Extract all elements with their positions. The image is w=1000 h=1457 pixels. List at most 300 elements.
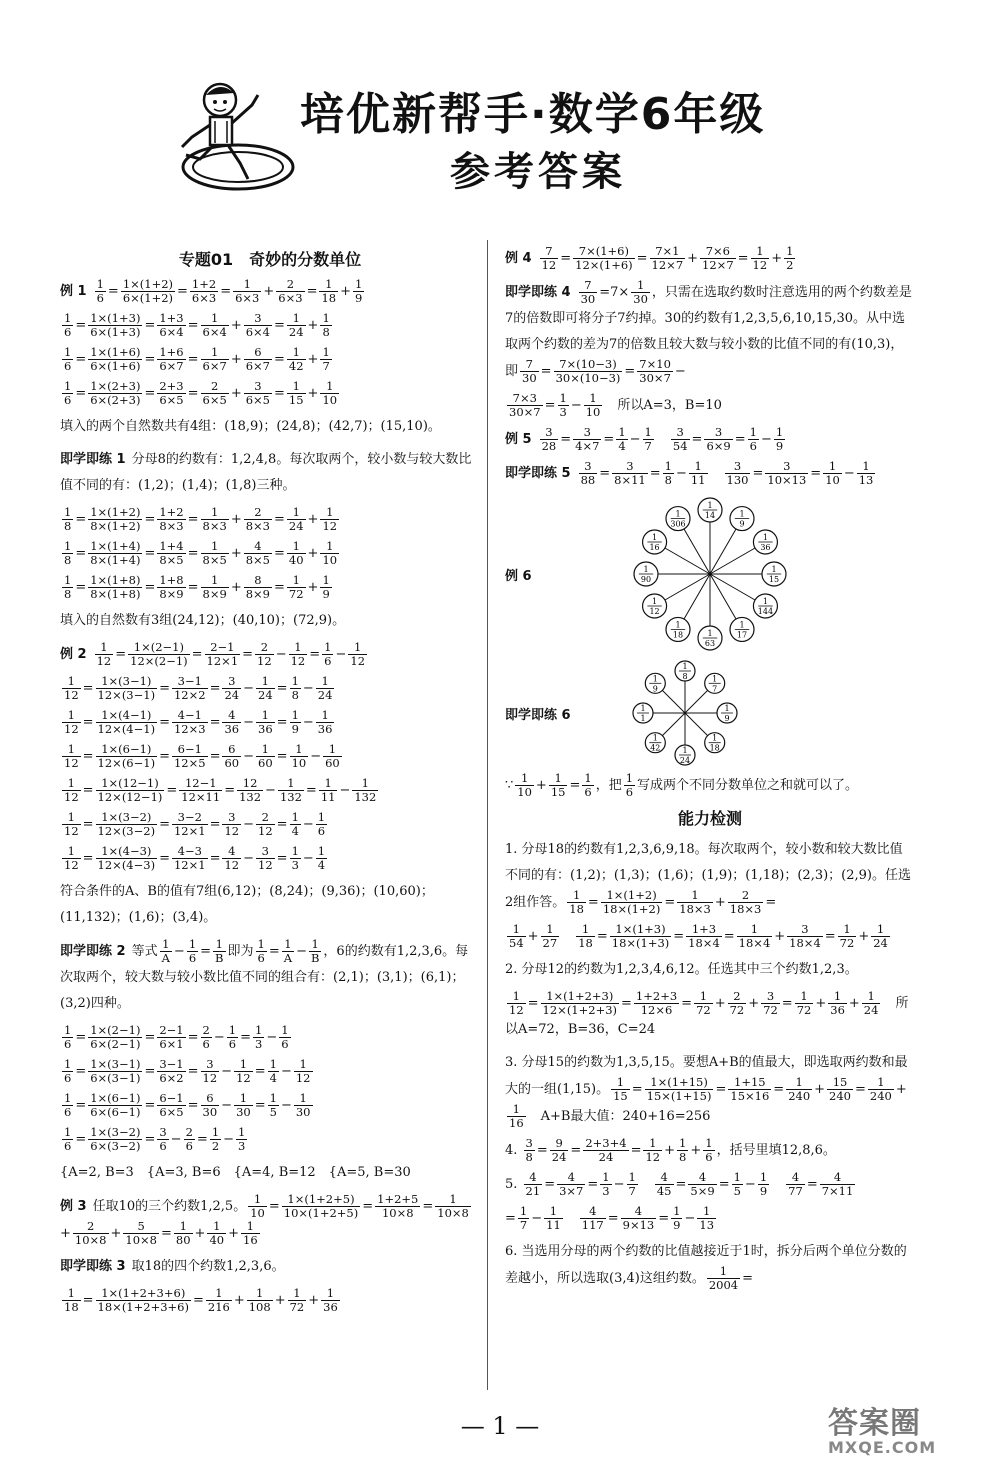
numerator: 3−1 xyxy=(172,675,208,689)
numerator: 1 xyxy=(602,1170,610,1184)
denominator: 36 xyxy=(830,1003,845,1017)
fraction xyxy=(73,1220,109,1247)
numerator: 3 xyxy=(787,923,823,937)
fraction xyxy=(820,1171,856,1198)
fraction xyxy=(375,1193,420,1220)
numerator: 1 xyxy=(257,937,265,951)
numerator: 12−1 xyxy=(179,777,222,791)
denominator: 6 xyxy=(159,1139,167,1153)
text-run: = xyxy=(631,1082,643,1097)
fraction xyxy=(289,641,308,668)
denominator: 10×8 xyxy=(125,1233,157,1247)
text-run: = xyxy=(187,352,199,367)
numerator: 2 xyxy=(202,1023,210,1037)
fraction xyxy=(507,990,526,1017)
text-run: ，把 xyxy=(595,778,622,793)
fraction xyxy=(201,380,229,407)
denominator: 12 xyxy=(509,1003,524,1017)
text-run: = xyxy=(75,512,87,527)
denominator: 6 xyxy=(64,1071,72,1085)
fraction xyxy=(123,1220,159,1247)
fraction xyxy=(287,312,306,339)
fraction xyxy=(213,938,225,965)
text-run: + xyxy=(535,778,547,793)
denominator: 11 xyxy=(546,1218,561,1232)
numerator: 1 xyxy=(348,641,367,655)
text-run: + xyxy=(527,929,539,944)
text-run: = xyxy=(144,1132,156,1147)
denominator: 18×3 xyxy=(729,902,762,916)
denominator: 36 xyxy=(224,722,240,736)
denominator: 8×5 xyxy=(159,553,184,567)
answer-heading: 参考答案 xyxy=(450,149,626,195)
text-run: = xyxy=(505,1211,516,1226)
text-run: = xyxy=(82,851,94,866)
fraction xyxy=(96,845,158,872)
text-run: = xyxy=(536,1143,548,1158)
answer-line xyxy=(60,675,480,702)
denominator: 11 xyxy=(320,790,336,804)
text-run: − xyxy=(243,681,255,696)
denominator: 6 xyxy=(64,393,72,407)
wheel-denominator: 14 xyxy=(704,511,716,520)
numerator: 2+3+4 xyxy=(585,1136,627,1150)
denominator: 18×4 xyxy=(738,936,771,950)
denominator: 5 xyxy=(733,1184,741,1198)
denominator: 6 xyxy=(749,439,757,453)
left-column xyxy=(60,245,480,1321)
fraction xyxy=(172,709,208,736)
text-run: = xyxy=(305,783,317,798)
numerator: 1 xyxy=(643,1137,662,1151)
practice-6-explanation xyxy=(505,772,915,799)
numerator: 1 xyxy=(823,460,842,474)
denominator: 45 xyxy=(656,1184,672,1198)
wheel-denominator: 1 xyxy=(640,714,646,723)
text-run: 所以A=3，B=10 xyxy=(604,398,722,413)
denominator: 60 xyxy=(258,756,273,770)
numerator: 1 xyxy=(64,1023,72,1037)
text-run: = xyxy=(187,512,199,527)
denominator: 88 xyxy=(580,473,596,487)
numerator: 1+2 xyxy=(191,277,217,291)
exercise-label: 即学即练 3 xyxy=(60,1259,126,1274)
numerator: 1 xyxy=(241,1220,260,1234)
text-run: + xyxy=(771,251,783,266)
text-run: = xyxy=(309,647,321,662)
fraction xyxy=(256,811,275,838)
fraction xyxy=(88,380,142,407)
denominator: 12 xyxy=(64,756,79,770)
wheel-denominator: 144 xyxy=(757,607,774,616)
numerator: 1 xyxy=(62,811,81,825)
numerator: 1 xyxy=(868,1076,894,1090)
numerator: 1 xyxy=(64,311,72,325)
numerator: 4 xyxy=(621,1205,657,1219)
fraction xyxy=(677,889,713,916)
wheel-denominator: 36 xyxy=(760,543,771,552)
text-run: = xyxy=(276,749,288,764)
right-column xyxy=(505,245,915,1299)
text-run: = xyxy=(544,1177,556,1192)
denominator: 16 xyxy=(243,1233,258,1247)
text-run: = xyxy=(737,251,749,266)
wheel-denominator: 42 xyxy=(650,743,661,753)
text-run: + xyxy=(690,1143,702,1158)
denominator: 12 xyxy=(96,654,112,668)
denominator: 6 xyxy=(584,785,592,799)
numerator: 1 xyxy=(515,772,534,786)
fraction xyxy=(868,1076,894,1103)
text-run xyxy=(640,1177,653,1192)
fraction xyxy=(207,1220,226,1247)
fraction xyxy=(707,1265,740,1292)
wheel-spoke xyxy=(662,713,685,736)
text-run: − xyxy=(243,817,255,832)
denominator: 12×7 xyxy=(651,258,684,272)
text-run: = xyxy=(144,318,156,333)
denominator: 6 xyxy=(96,291,104,305)
fraction xyxy=(201,346,229,373)
denominator: 4 xyxy=(269,1071,277,1085)
denominator: 12 xyxy=(645,1150,661,1164)
answer-line xyxy=(505,1050,915,1130)
text-run: + xyxy=(307,512,319,527)
denominator: 6 xyxy=(317,824,326,838)
fraction xyxy=(544,1205,563,1232)
fraction xyxy=(584,392,603,419)
numerator: 3 xyxy=(222,675,241,689)
fraction xyxy=(268,1092,279,1119)
numerator: 6 xyxy=(222,743,241,757)
text-run: = xyxy=(274,352,285,367)
denominator: 12 xyxy=(257,654,272,668)
numerator: 1 xyxy=(576,923,595,937)
fraction xyxy=(62,811,81,838)
numerator: 7 xyxy=(540,245,559,259)
text-run: + xyxy=(230,546,242,561)
fraction xyxy=(172,675,208,702)
fraction xyxy=(157,574,185,601)
denominator: 12×1 xyxy=(206,654,239,668)
denominator: 24 xyxy=(551,1150,567,1164)
fraction xyxy=(871,923,890,950)
fraction xyxy=(352,777,378,804)
denominator: 8 xyxy=(291,688,299,702)
denominator: 9 xyxy=(322,587,330,601)
text-run: = xyxy=(187,1098,199,1113)
numerator: 2−1 xyxy=(159,1023,184,1037)
wheel-denominator: 12 xyxy=(649,607,660,616)
fraction xyxy=(248,1193,267,1220)
numerator: 1 xyxy=(269,1057,277,1071)
numerator: 1 xyxy=(234,1092,253,1106)
fraction xyxy=(348,641,367,668)
text-run: = xyxy=(144,1064,156,1079)
fraction xyxy=(234,1092,253,1119)
numerator: 3 xyxy=(244,312,272,326)
denominator: 8 xyxy=(64,587,72,601)
text-run: = xyxy=(268,944,280,959)
fraction xyxy=(579,460,598,487)
text-run: = xyxy=(82,783,94,798)
fraction xyxy=(88,346,142,373)
fraction xyxy=(686,923,722,950)
fraction xyxy=(694,990,713,1017)
text-run: = xyxy=(75,580,87,595)
numerator: 1 xyxy=(871,923,890,937)
text-run: − xyxy=(310,749,322,764)
text-run: = xyxy=(75,546,87,561)
fraction xyxy=(540,426,559,453)
denominator: 240 xyxy=(788,1089,811,1103)
answer-line xyxy=(505,1171,915,1198)
numerator: 1 xyxy=(64,1091,72,1105)
text-run: + xyxy=(340,284,352,299)
numerator: 3 xyxy=(222,811,241,825)
denominator: 15 xyxy=(613,1089,628,1103)
denominator: 18×(1+3) xyxy=(611,936,670,950)
numerator: 3 xyxy=(579,460,598,474)
numerator: 1 xyxy=(321,1287,340,1301)
denominator: 8 xyxy=(64,519,72,533)
fraction xyxy=(222,709,241,736)
denominator: 12 xyxy=(64,824,79,838)
text-run: + xyxy=(687,251,699,266)
denominator: 6 xyxy=(64,1037,72,1051)
fraction xyxy=(541,923,560,950)
text-run: + xyxy=(307,386,319,401)
answer-line xyxy=(60,845,480,872)
denominator: 60 xyxy=(325,756,340,770)
fraction xyxy=(210,1126,221,1153)
fraction-wheel-12 xyxy=(630,494,790,654)
denominator: 28 xyxy=(541,439,557,453)
fraction xyxy=(353,278,364,305)
denominator: 24 xyxy=(288,325,304,339)
numerator: 1 xyxy=(64,539,72,553)
text-run: = xyxy=(75,1064,87,1079)
denominator: 18×(1+2) xyxy=(602,902,661,916)
text-run: − xyxy=(173,944,185,959)
numerator: 1 xyxy=(759,1170,768,1184)
numerator: 1 xyxy=(287,380,306,394)
denominator: 10×8 xyxy=(437,1206,469,1220)
text-run: = xyxy=(209,749,221,764)
numerator: 1 xyxy=(64,379,72,393)
denominator: 6 xyxy=(64,359,72,373)
numerator: 1×(4−3) xyxy=(96,845,158,859)
numerator: 4 xyxy=(580,1205,606,1219)
fraction xyxy=(157,1058,185,1085)
numerator: 1 xyxy=(62,709,81,723)
fraction xyxy=(319,777,338,804)
text-run: = xyxy=(274,580,285,595)
text-run: + xyxy=(848,996,860,1011)
numerator: 1 xyxy=(294,1092,313,1106)
numerator: 1 xyxy=(697,1205,716,1219)
numerator: 3 xyxy=(725,460,751,474)
answer-line xyxy=(505,279,915,385)
wheel-numerator: 1 xyxy=(652,533,658,542)
text-run: = xyxy=(276,817,288,832)
denominator: 30 xyxy=(236,1105,251,1119)
denominator: A xyxy=(161,951,170,965)
text-run: − xyxy=(221,1098,233,1113)
wheel-denominator: 18 xyxy=(709,743,720,753)
fraction xyxy=(88,540,142,567)
fraction xyxy=(704,426,732,453)
fraction xyxy=(128,641,190,668)
text-run: = xyxy=(570,1143,582,1158)
text-run: + xyxy=(60,1226,71,1241)
fraction xyxy=(236,1126,247,1153)
denominator: 2 xyxy=(786,258,794,272)
text-run: = xyxy=(636,251,648,266)
text-run: = xyxy=(824,929,836,944)
denominator: 10 xyxy=(517,785,532,799)
numerator: 1 xyxy=(282,938,294,952)
denominator: 54 xyxy=(672,439,688,453)
text-run: = xyxy=(276,715,288,730)
numerator: 7×(1+6) xyxy=(573,245,635,259)
denominator: 8×(1+4) xyxy=(90,553,141,567)
numerator: 3 xyxy=(540,426,559,440)
text-run: 2. 分母12的约数为1,2,3,4,6,12。任选其中三个约数1,2,3。 xyxy=(505,962,858,977)
text-run: = xyxy=(855,1082,866,1097)
text-run: 填入的自然数有3组(24,12)；(40,10)；(72,9)。 xyxy=(60,613,346,628)
text-run: − xyxy=(280,1098,292,1113)
fraction xyxy=(737,923,773,950)
denominator: 3 xyxy=(291,858,299,872)
denominator: 10 xyxy=(322,553,338,567)
fraction xyxy=(157,1024,185,1051)
numerator: 2−1 xyxy=(205,641,241,655)
numerator: 1 xyxy=(213,938,225,952)
fraction xyxy=(645,1076,714,1103)
numerator: 1 xyxy=(317,844,326,858)
wheel-denominator: 16 xyxy=(649,543,660,552)
denominator: 10×13 xyxy=(767,473,807,487)
fraction xyxy=(320,312,331,339)
text-run: = xyxy=(274,318,285,333)
fraction xyxy=(121,278,175,305)
fraction xyxy=(550,1137,569,1164)
numerator: 9 xyxy=(550,1137,569,1151)
text-run: + xyxy=(814,1082,826,1097)
denominator: 72 xyxy=(839,936,855,950)
fraction xyxy=(62,574,73,601)
numerator: 12 xyxy=(237,777,263,791)
denominator: 132 xyxy=(239,790,262,804)
text-run: = xyxy=(527,996,539,1011)
numerator: 3 xyxy=(201,1058,220,1072)
fraction xyxy=(157,380,185,407)
text-run: + xyxy=(714,895,726,910)
text-run: = xyxy=(144,386,156,401)
text-run: + xyxy=(748,996,760,1011)
denominator: 24 xyxy=(224,688,240,702)
denominator: 7 xyxy=(644,439,652,453)
text-run: = xyxy=(187,580,199,595)
numerator: 1 xyxy=(62,743,81,757)
fraction xyxy=(96,743,158,770)
denominator: 18×4 xyxy=(688,936,720,950)
numerator: 1×(1+4) xyxy=(90,539,141,553)
denominator: 13 xyxy=(858,473,874,487)
numerator: 1 xyxy=(644,425,652,439)
denominator: 12 xyxy=(224,858,240,872)
text-run: = xyxy=(192,1293,204,1308)
numerator: 1 xyxy=(786,244,794,258)
fraction xyxy=(507,923,526,950)
fraction xyxy=(774,426,785,453)
denominator: 6 xyxy=(257,951,265,965)
text-run xyxy=(710,466,723,481)
fraction xyxy=(247,1287,273,1314)
watermark-logo xyxy=(828,1398,936,1457)
exercise-label: 例 2 xyxy=(60,647,87,662)
text-run: = xyxy=(220,284,232,299)
wheel-numerator: 1 xyxy=(771,565,777,574)
text-run: = xyxy=(560,432,572,447)
text-run: = xyxy=(209,715,221,730)
denominator: 6×(3−2) xyxy=(90,1139,141,1153)
numerator: 4 xyxy=(524,1171,543,1185)
wheel-spoke xyxy=(685,690,708,713)
denominator: 12×3 xyxy=(173,722,206,736)
fraction xyxy=(700,245,736,272)
fraction xyxy=(541,990,619,1017)
denominator: 30×7 xyxy=(509,405,541,419)
numerator: 1 xyxy=(316,675,335,689)
text-run: = xyxy=(254,1064,266,1079)
text-run: − xyxy=(339,783,351,798)
fraction xyxy=(96,675,158,702)
text-run: = xyxy=(75,386,87,401)
text-run: = xyxy=(200,944,212,959)
denominator: 2 xyxy=(211,1139,220,1153)
right-answer-lines xyxy=(505,245,915,487)
fraction xyxy=(748,426,759,453)
denominator: 10 xyxy=(322,393,338,407)
denominator: 2004 xyxy=(708,1278,739,1292)
denominator: 12 xyxy=(64,722,79,736)
denominator: 5 xyxy=(269,1105,277,1119)
fraction xyxy=(573,245,635,272)
denominator: 24 xyxy=(317,688,333,702)
wheel-denominator: 8 xyxy=(682,672,688,681)
denominator: 8 xyxy=(64,553,72,567)
fraction xyxy=(290,811,301,838)
numerator: 1 xyxy=(795,990,814,1004)
numerator: 1×(1+3) xyxy=(90,311,141,325)
denominator: 12×2 xyxy=(173,688,206,702)
numerator: 2 xyxy=(276,278,304,292)
fraction xyxy=(234,1058,253,1085)
numerator: 1 xyxy=(611,1076,630,1090)
fraction xyxy=(172,811,208,838)
text-run: = xyxy=(144,1030,156,1045)
fraction xyxy=(643,1137,662,1164)
wheel-denominator: 306 xyxy=(670,519,686,529)
text-run: ，只需在选取约数时注意选用的两个约数差是7的倍数即可将分子7约掉。30的约数有1,2,3,5,6,10,15,30。从中选取两个约数的差为7的倍数且较大数与较小数的比值不同的有(10,3)，即 xyxy=(505,285,912,379)
numerator: 1 xyxy=(549,772,568,786)
fraction xyxy=(290,675,301,702)
text-run: + xyxy=(228,1226,239,1241)
fraction xyxy=(558,392,569,419)
fraction xyxy=(244,346,272,373)
